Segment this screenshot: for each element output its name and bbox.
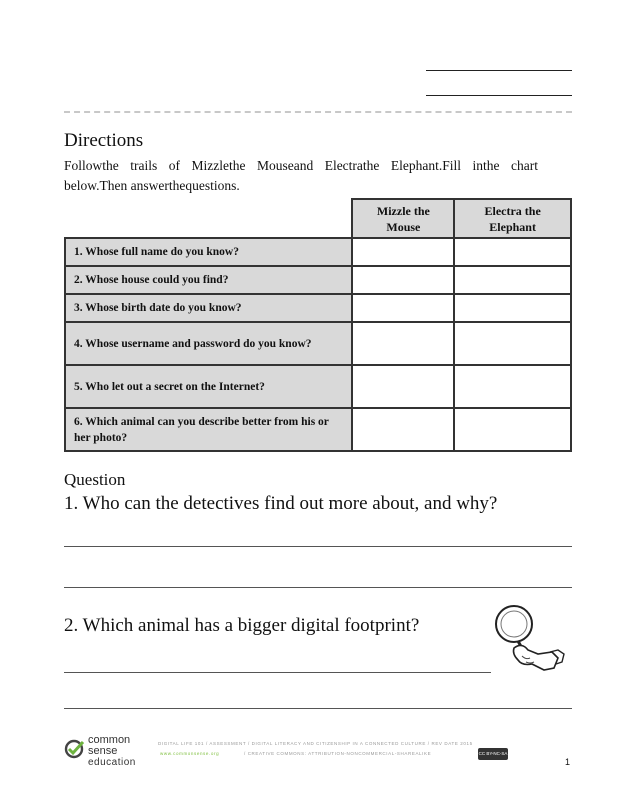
answer-cell-mizzle[interactable]: [352, 322, 454, 365]
trail-chart: [64, 198, 572, 452]
answer-cell-mizzle[interactable]: [352, 365, 454, 408]
footer-license-text: / CREATIVE COMMONS: ATTRIBUTION-NONCOMMERCIAL-SHAREALIKE: [244, 751, 432, 756]
logo-word-education: education: [88, 757, 136, 768]
answer-line-q1[interactable]: [64, 546, 572, 547]
dashed-divider: [64, 111, 572, 113]
column-header-electra: Electra the Elephant: [454, 199, 571, 238]
chart-row-question: 5. Who let out a secret on the Internet?: [65, 365, 352, 408]
answer-cell-electra[interactable]: [454, 294, 571, 322]
answer-cell-electra[interactable]: [454, 408, 571, 451]
question-2: 2. Which animal has a bigger digital footprint?: [64, 615, 420, 636]
cc-license-badge: CC BY-NC-SA: [478, 748, 508, 760]
answer-line-q2[interactable]: [64, 672, 491, 673]
answer-cell-mizzle[interactable]: [352, 266, 454, 294]
date-line: [426, 95, 572, 96]
footer-url[interactable]: www.commonsense.org: [160, 751, 220, 756]
chart-row-question: 4. Whose username and password do you know?: [65, 322, 352, 365]
answer-cell-electra[interactable]: [454, 238, 571, 266]
common-sense-logo-icon: [64, 738, 86, 760]
chart-row-question: 3. Whose birth date do you know?: [65, 294, 352, 322]
chart-row-question: 6. Which animal can you describe better from his or her photo?: [65, 408, 352, 451]
magnifying-glass-icon: [492, 600, 574, 680]
chart-row-question: 2. Whose house could you find?: [65, 266, 352, 294]
directions-text: Followthe trails of Mizzlethe Mouseand Electrathe Elephant.Fill inthe chart below.Then answerthequestions.: [64, 158, 538, 193]
answer-cell-mizzle[interactable]: [352, 238, 454, 266]
answer-cell-electra[interactable]: [454, 322, 571, 365]
answer-line-q2[interactable]: [64, 708, 572, 709]
answer-cell-mizzle[interactable]: [352, 408, 454, 451]
logo-word-common: common: [88, 734, 131, 746]
answer-cell-electra[interactable]: [454, 266, 571, 294]
answer-cell-mizzle[interactable]: [352, 294, 454, 322]
footer-fine-print: DIGITAL LIFE 101 / ASSESSMENT / DIGITAL LITERACY AND CITIZENSHIP IN A CONNECTED CULTURE / REV DATE 2015: [158, 741, 473, 746]
column-header-mizzle: Mizzle the Mouse: [352, 199, 454, 238]
answer-line-q1[interactable]: [64, 587, 572, 588]
logo-word-sense: sense: [88, 745, 118, 757]
question-1: 1. Who can the detectives find out more about, and why?: [64, 493, 498, 514]
name-line: [426, 70, 572, 71]
chart-row-question: 1. Whose full name do you know?: [65, 238, 352, 266]
footer: [64, 735, 572, 775]
chart-corner: [65, 199, 352, 238]
page-number: 1: [564, 757, 570, 767]
question-heading: Question: [64, 470, 126, 489]
answer-cell-electra[interactable]: [454, 365, 571, 408]
directions-heading: Directions: [64, 130, 144, 151]
